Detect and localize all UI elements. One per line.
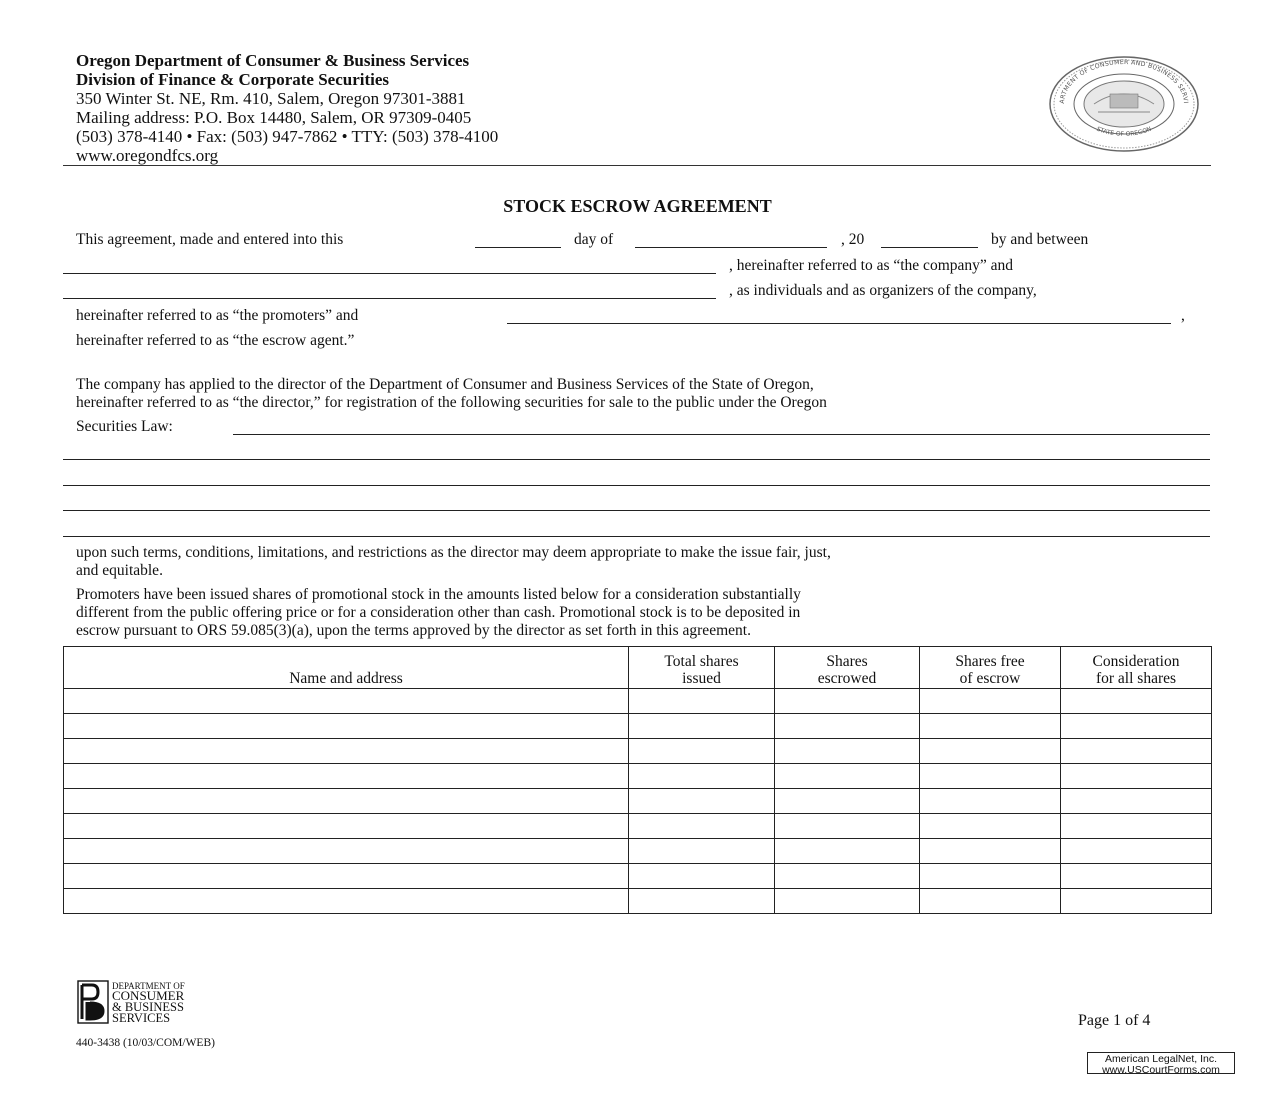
promoters-clause: , as individuals and as organizers of the company, [729,282,1037,299]
escrowed-cell[interactable] [775,714,920,739]
escrow-agent-field[interactable] [507,323,1171,324]
free-cell[interactable] [920,814,1061,839]
col-shares-escrowed: Shares escrowed [775,647,920,689]
securities-field-line5[interactable] [63,536,1210,537]
year-field[interactable] [881,247,978,248]
name-cell[interactable] [64,789,629,814]
seal-icon [1046,54,1202,154]
logo-line2: CONSUMER [112,988,185,1003]
state-seal [1046,54,1202,154]
total-cell[interactable] [629,689,775,714]
free-cell[interactable] [920,739,1061,764]
col-shares-free: Shares free of escrow [920,647,1061,689]
total-cell[interactable] [629,789,775,814]
logo-line3: & BUSINESS [112,1000,184,1014]
consideration-cell[interactable] [1061,789,1212,814]
table-row [64,689,1212,714]
total-cell[interactable] [629,814,775,839]
table-row [64,789,1212,814]
total-cell[interactable] [629,764,775,789]
escrowed-cell[interactable] [775,689,920,714]
free-cell[interactable] [920,864,1061,889]
terms-line1: upon such terms, conditions, limitations, and restrictions as the director may deem appropriate to make the issue fair, just, [76,544,831,561]
escrowed-cell[interactable] [775,739,920,764]
col-name-address: Name and address [64,647,629,689]
table-row [64,814,1212,839]
total-cell[interactable] [629,714,775,739]
promoters-referred: hereinafter referred to as “the promoters” and [76,307,359,324]
intro-text-a: This agreement, made and entered into this [76,231,344,248]
free-cell[interactable] [920,714,1061,739]
page-number: Page 1 of 4 [1078,1012,1151,1029]
mailing-address: Mailing address: P.O. Box 14480, Salem, OR 97309-0405 [76,108,472,127]
name-cell[interactable] [64,714,629,739]
consideration-cell[interactable] [1061,839,1212,864]
col-total-shares: Total shares issued [629,647,775,689]
seal-text-top: ARTMENT OF CONSUMER AND BUSINESS SERVI [1058,58,1190,104]
promoters-para-line1: Promoters have been issued shares of promotional stock in the amounts listed below for a consideration substantially [76,586,801,603]
street-address: 350 Winter St. NE, Rm. 410, Salem, Oregon 97301-3881 [76,89,466,108]
comma-text: , [1181,307,1185,324]
escrow-agent-referred: hereinafter referred to as “the escrow agent.” [76,332,355,349]
table-row [64,764,1212,789]
name-cell[interactable] [64,889,629,914]
document-title: STOCK ESCROW AGREEMENT [503,196,772,216]
intro-text-c: , 20 [841,231,865,248]
table-header-row [64,647,1212,689]
legalnet-url[interactable]: www.USCourtForms.com [1102,1063,1220,1076]
total-cell[interactable] [629,739,775,764]
promoters-name-field[interactable] [63,298,716,299]
consideration-cell[interactable] [1061,764,1212,789]
legalnet-box [1087,1052,1235,1074]
name-cell[interactable] [64,814,629,839]
org-name: Oregon Department of Consumer & Business Services [76,51,470,70]
table-row [64,714,1212,739]
table-row [64,839,1212,864]
free-cell[interactable] [920,889,1061,914]
total-cell[interactable] [629,889,775,914]
escrowed-cell[interactable] [775,764,920,789]
consideration-cell[interactable] [1061,814,1212,839]
consideration-cell[interactable] [1061,889,1212,914]
intro-text-d: by and between [991,231,1089,248]
dcbs-logo [76,980,236,1025]
escrow-shares-table [63,646,1212,914]
escrowed-cell[interactable] [775,889,920,914]
logo-line4: SERVICES [112,1011,171,1025]
name-cell[interactable] [64,764,629,789]
dcbs-logo-icon [76,980,236,1025]
name-cell[interactable] [64,739,629,764]
name-cell[interactable] [64,864,629,889]
header-divider [63,165,1211,166]
company-clause: , hereinafter referred to as “the company” and [729,257,1014,274]
total-cell[interactable] [629,839,775,864]
table-row [64,889,1212,914]
table-row [64,739,1212,764]
form-number: 440-3438 (10/03/COM/WEB) [76,1037,215,1049]
securities-field-line2[interactable] [63,459,1210,460]
name-cell[interactable] [64,689,629,714]
promoters-para-line3: escrow pursuant to ORS 59.085(3)(a), upon the terms approved by the director as set forth in this agreement. [76,622,751,639]
escrowed-cell[interactable] [775,814,920,839]
day-field[interactable] [475,247,561,248]
logo-line1: DEPARTMENT OF [112,981,185,991]
consideration-cell[interactable] [1061,739,1212,764]
securities-field-line1[interactable] [233,434,1210,435]
securities-law-label: Securities Law: [76,418,173,435]
consideration-cell[interactable] [1061,714,1212,739]
name-cell[interactable] [64,839,629,864]
free-cell[interactable] [920,839,1061,864]
division-name: Division of Finance & Corporate Securities [76,70,390,89]
free-cell[interactable] [920,689,1061,714]
escrowed-cell[interactable] [775,789,920,814]
free-cell[interactable] [920,764,1061,789]
consideration-cell[interactable] [1061,864,1212,889]
securities-field-line3[interactable] [63,485,1210,486]
month-field[interactable] [635,247,827,248]
website-link[interactable]: www.oregondfcs.org [76,146,219,165]
escrowed-cell[interactable] [775,839,920,864]
company-name-field[interactable] [63,273,716,274]
free-cell[interactable] [920,789,1061,814]
total-cell[interactable] [629,864,775,889]
company-para-line1: The company has applied to the director of the Department of Consumer and Business Services of the State of Oregon, [76,376,814,393]
intro-text-b: day of [574,231,614,248]
seal-text-bottom: STATE OF OREGON [1095,125,1153,138]
phone-numbers: (503) 378-4140 • Fax: (503) 947-7862 • TTY: (503) 378-4100 [76,127,499,146]
terms-line2: and equitable. [76,562,163,579]
promoters-para-line2: different from the public offering price or for a consideration other than cash. Promotional stock is to be deposited in [76,604,801,621]
consideration-cell[interactable] [1061,689,1212,714]
col-consideration: Consideration for all shares [1061,647,1212,689]
securities-field-line4[interactable] [63,510,1210,511]
table-row [64,864,1212,889]
escrowed-cell[interactable] [775,864,920,889]
company-para-line2: hereinafter referred to as “the director,” for registration of the following securities for sale to the public under the Oregon [76,394,827,411]
legalnet-name: American LegalNet, Inc. [1104,1053,1218,1065]
